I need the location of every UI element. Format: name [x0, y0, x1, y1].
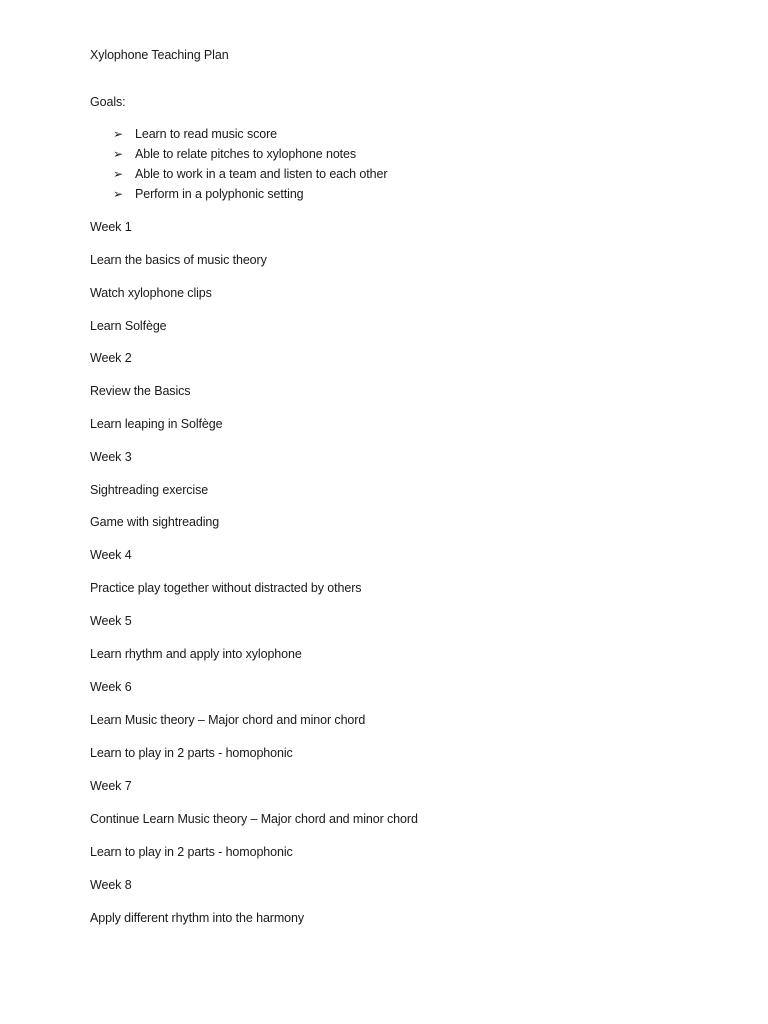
arrow-bullet-icon: ➢	[113, 167, 123, 181]
goal-text: Able to relate pitches to xylophone notes	[135, 147, 357, 161]
plan-line: Learn rhythm and apply into xylophone	[90, 647, 302, 661]
plan-line: Learn to play in 2 parts - homophonic	[90, 845, 293, 859]
plan-line: Sightreading exercise	[90, 483, 209, 497]
goal-item	[113, 146, 356, 162]
plan-line: Game with sightreading	[90, 515, 220, 529]
week-heading: Week 8	[90, 878, 132, 892]
goal-item	[113, 166, 387, 182]
plan-line: Watch xylophone clips	[90, 286, 212, 300]
week-heading: Week 7	[90, 779, 132, 793]
goal-text: Learn to read music score	[135, 127, 278, 141]
week-heading: Week 5	[90, 614, 132, 628]
document-title: Xylophone Teaching Plan	[90, 48, 229, 62]
week-heading: Week 1	[90, 220, 132, 234]
plan-line: Continue Learn Music theory – Major chord and minor chord	[90, 812, 418, 826]
plan-line: Practice play together without distracted by others	[90, 581, 362, 595]
arrow-bullet-icon: ➢	[113, 187, 123, 201]
week-heading: Week 6	[90, 680, 132, 694]
goal-text: Able to work in a team and listen to each other	[135, 167, 388, 181]
plan-line: Review the Basics	[90, 384, 191, 398]
week-heading: Week 3	[90, 450, 132, 464]
week-heading: Week 4	[90, 548, 132, 562]
goal-item	[113, 126, 277, 142]
plan-line: Learn the basics of music theory	[90, 253, 267, 267]
plan-line: Learn to play in 2 parts - homophonic	[90, 746, 293, 760]
plan-line: Learn Music theory – Major chord and minor chord	[90, 713, 366, 727]
goals-heading: Goals:	[90, 95, 126, 109]
week-heading: Week 2	[90, 351, 132, 365]
arrow-bullet-icon: ➢	[113, 147, 123, 161]
plan-line: Learn leaping in Solfège	[90, 417, 223, 431]
plan-line: Apply different rhythm into the harmony	[90, 911, 305, 925]
arrow-bullet-icon: ➢	[113, 127, 123, 141]
goal-item	[113, 186, 304, 202]
goal-text: Perform in a polyphonic setting	[135, 187, 304, 201]
plan-line: Learn Solfège	[90, 319, 167, 333]
